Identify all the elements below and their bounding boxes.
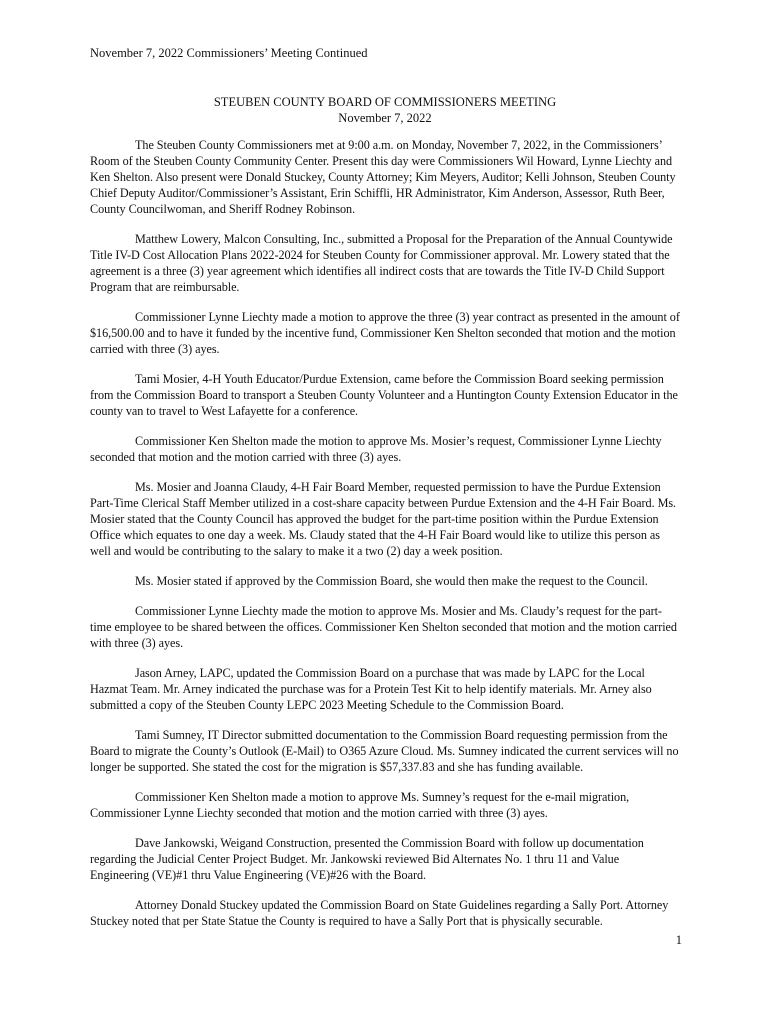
meeting-heading — [90, 94, 680, 126]
paragraph-mosier-van-motion: Commissioner Ken Shelton made the motion to approve Ms. Mosier’s request, Commissioner Lynne Liechty seconded that motion and the motion carried with three (3) ayes. — [90, 434, 662, 465]
paragraph-judicial-center-budget: Dave Jankowski, Weigand Construction, presented the Commission Board with follow up documentation regarding the Judicial Center Project Budget. Mr. Jankowski reviewed Bid Alternates No. 1 thru 11 and Value Engineering (VE)#1 thru Value Engineering (VE)#26 with the Board. — [90, 835, 644, 882]
paragraph-attendance: The Steuben County Commissioners met at 9:00 a.m. on Monday, November 7, 2022, in the Commissioners’ Room of the Steuben County Community Center. Present this day were Commissioners Wil Howard, Lynne Liechty and Ken Shelton. Also present were Donald Stuckey, County Attorney; Kim Meyers, Auditor; Kelli Johnson, Steuben County Chief Deputy Auditor/Commissioner’s Assistant, Erin Schiffli, HR Administrator, Kim Anderson, Assessor, Ruth Beer, County Councilwoman, and Sheriff Rodney Robinson. — [90, 138, 676, 217]
paragraph-malcon-proposal: Matthew Lowery, Malcon Consulting, Inc., submitted a Proposal for the Preparation of the Annual Countywide Title IV-D Cost Allocation Plans 2022-2024 for Steuben County for Commissioner approval. Mr. Lowery stated that the agreement is a three (3) year agreement which identifies all indirect costs that are towards the Title IV-D Child Support Program that are reimbursable. — [90, 232, 673, 295]
meeting-title: STEUBEN COUNTY BOARD OF COMMISSIONERS MEETING — [213, 95, 557, 109]
paragraph-email-migration-motion: Commissioner Ken Shelton made a motion to approve Ms. Sumney’s request for the e-mail migration, Commissioner Lynne Liechty seconded that motion and the motion carried with three (3) ayes. — [90, 789, 630, 820]
paragraph-malcon-motion: Commissioner Lynne Liechty made a motion to approve the three (3) year contract as presented in the amount of $16,500.00 and to have it funded by the incentive fund, Commissioner Ken Shelton seconded that motion and the motion carried with three (3) ayes. — [90, 310, 680, 357]
paragraph-cost-share-motion: Commissioner Lynne Liechty made the motion to approve Ms. Mosier and Ms. Claudy’s request for the part-time employee to be shared between the offices. Commissioner Ken Shelton seconded that motion and the motion carried with three (3) ayes. — [90, 603, 677, 651]
running-header: November 7, 2022 Commissioners’ Meeting Continued — [90, 46, 368, 60]
paragraph-lapc-update: Jason Arney, LAPC, updated the Commission Board on a purchase that was made by LAPC for the Local Hazmat Team. Mr. Arney indicated the purchase was for a Protein Test Kit to help identify materials. Mr. Arney also submitted a copy of the Steuben County LEPC 2023 Meeting Schedule to the Commission Board. — [90, 665, 652, 713]
paragraph-mosier-van-request: Tami Mosier, 4-H Youth Educator/Purdue Extension, came before the Commission Board seeking permission from the Commission Board to transport a Steuben County Volunteer and a Huntington County Extension Educator in the county van to travel to West Lafayette for a conference. — [90, 372, 678, 419]
minutes-body — [90, 137, 680, 943]
page-number: 1 — [675, 933, 682, 947]
paragraph-clerical-cost-share: Ms. Mosier and Joanna Claudy, 4-H Fair Board Member, requested permission to have the Purdue Extension Part-Time Clerical Staff Member utilized in a cost-share capacity between Purdue Extension and the 4-H Fair Board. Ms. Mosier stated that the County Council has approved the budget for the part-time position within the Purdue Extension Office which equates to one day a week. Ms. Claudy stated that the 4-H Fair Board would like to utilize this person as well and would be contributing to the salary to make it a two (2) day a week position. — [90, 480, 677, 559]
paragraph-sally-port: Attorney Donald Stuckey updated the Commission Board on State Guidelines regarding a Sally Port. Attorney Stuckey noted that per State Statue the County is required to have a Sally Port that is physically securable. — [90, 897, 669, 928]
meeting-date: November 7, 2022 — [338, 111, 432, 125]
paragraph-council-request: Ms. Mosier stated if approved by the Commission Board, she would then make the request to the Council. — [135, 574, 648, 589]
paragraph-email-migration-request: Tami Sumney, IT Director submitted documentation to the Commission Board requesting permission from the Board to migrate the County’s Outlook (E-Mail) to O365 Azure Cloud. Ms. Sumney indicated the current services will no longer be supported. She stated the cost for the migration is $57,337.83 and she has funding available. — [90, 727, 679, 775]
